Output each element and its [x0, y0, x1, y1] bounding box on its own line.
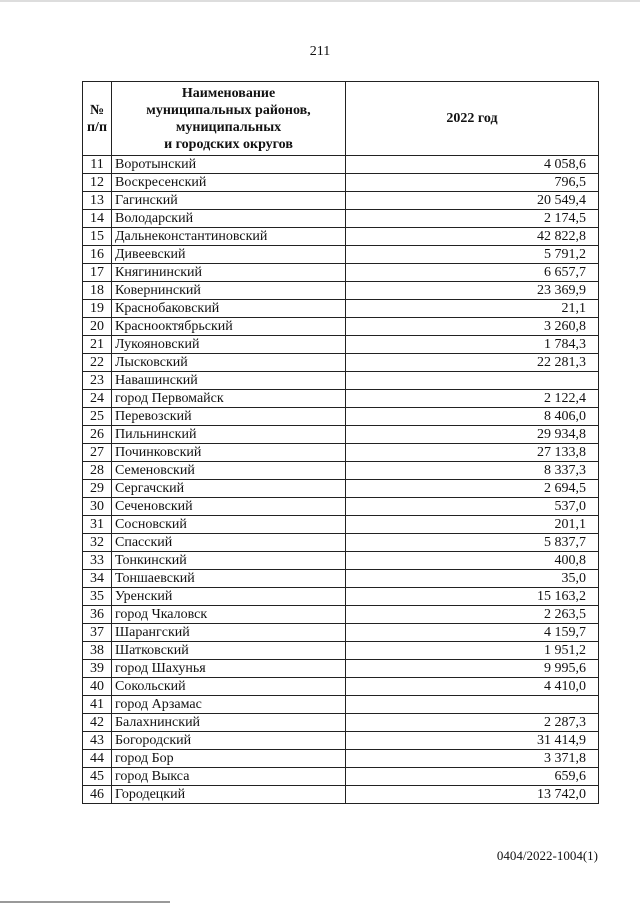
table-row: [83, 228, 599, 246]
row-name: Ковернинский: [112, 282, 346, 300]
row-name: Уренский: [112, 588, 346, 606]
header-year: 2022 год: [346, 82, 599, 156]
row-value: 2 694,5: [346, 480, 599, 498]
header-name-line1: Наименование: [181, 85, 276, 101]
row-number: 36: [83, 606, 112, 624]
header-number-line2: п/п: [86, 119, 108, 135]
row-value: 9 995,6: [346, 660, 599, 678]
table-row: [83, 750, 599, 768]
row-value: 796,5: [346, 174, 599, 192]
row-value: 5 837,7: [346, 534, 599, 552]
table-row: [83, 498, 599, 516]
table-row: [83, 354, 599, 372]
row-value: 42 822,8: [346, 228, 599, 246]
row-value: 6 657,7: [346, 264, 599, 282]
table-row: [83, 480, 599, 498]
table-row: [83, 408, 599, 426]
row-number: 35: [83, 588, 112, 606]
table-row: [83, 552, 599, 570]
table-row: [83, 372, 599, 390]
table-row: [83, 660, 599, 678]
table-row: [83, 768, 599, 786]
row-value: 4 159,7: [346, 624, 599, 642]
row-name: Гагинский: [112, 192, 346, 210]
table-row: [83, 714, 599, 732]
row-number: 12: [83, 174, 112, 192]
row-value: 8 337,3: [346, 462, 599, 480]
row-name: Сергачский: [112, 480, 346, 498]
row-value: 400,8: [346, 552, 599, 570]
row-name: Починковский: [112, 444, 346, 462]
header-name-line3: муниципальных: [175, 119, 282, 135]
row-value: 1 784,3: [346, 336, 599, 354]
scan-edge: [0, 0, 640, 2]
table-row: [83, 390, 599, 408]
row-value: [346, 372, 599, 390]
row-value: [346, 696, 599, 714]
row-number: 15: [83, 228, 112, 246]
document-code: 0404/2022-1004(1): [496, 848, 598, 863]
row-value: 659,6: [346, 768, 599, 786]
row-name: Лукояновский: [112, 336, 346, 354]
row-name: Городецкий: [112, 786, 346, 804]
header-number: [83, 82, 112, 156]
row-value: 537,0: [346, 498, 599, 516]
row-value: 3 260,8: [346, 318, 599, 336]
table-row: [83, 732, 599, 750]
row-name: Володарский: [112, 210, 346, 228]
table-row: [83, 156, 599, 174]
row-name: город Чкаловск: [112, 606, 346, 624]
row-name: Семеновский: [112, 462, 346, 480]
row-name: Сосновский: [112, 516, 346, 534]
row-name: Пильнинский: [112, 426, 346, 444]
row-number: 25: [83, 408, 112, 426]
row-name: город Выкса: [112, 768, 346, 786]
row-number: 17: [83, 264, 112, 282]
table-row: [83, 444, 599, 462]
row-name: Дальнеконстантиновский: [112, 228, 346, 246]
table-row: [83, 264, 599, 282]
table-row: [83, 678, 599, 696]
row-value: 15 163,2: [346, 588, 599, 606]
row-number: 32: [83, 534, 112, 552]
page-number: 211: [309, 44, 331, 59]
row-name: Воротынский: [112, 156, 346, 174]
table-row: [83, 624, 599, 642]
row-number: 29: [83, 480, 112, 498]
header-name-line2: муниципальных районов,: [146, 102, 311, 118]
table-row: [83, 642, 599, 660]
row-name: Балахнинский: [112, 714, 346, 732]
row-number: 34: [83, 570, 112, 588]
row-name: Краснооктябрьский: [112, 318, 346, 336]
row-number: 11: [83, 156, 112, 174]
header-name-line4: и городских округов: [164, 136, 293, 152]
row-value: 2 174,5: [346, 210, 599, 228]
table-row: [83, 588, 599, 606]
row-name: Княгининский: [112, 264, 346, 282]
municipal-table: [82, 81, 599, 804]
row-value: 2 263,5: [346, 606, 599, 624]
row-value: 23 369,9: [346, 282, 599, 300]
table-row: [83, 192, 599, 210]
row-number: 28: [83, 462, 112, 480]
table-row: [83, 786, 599, 804]
row-number: 46: [83, 786, 112, 804]
row-name: Тонкинский: [112, 552, 346, 570]
table-row: [83, 282, 599, 300]
row-number: 45: [83, 768, 112, 786]
row-name: город Бор: [112, 750, 346, 768]
table-row: [83, 516, 599, 534]
row-name: город Арзамас: [112, 696, 346, 714]
table-row: [83, 246, 599, 264]
row-name: Тоншаевский: [112, 570, 346, 588]
row-value: 8 406,0: [346, 408, 599, 426]
table-header-row: [83, 82, 599, 156]
table-row: [83, 318, 599, 336]
row-number: 44: [83, 750, 112, 768]
row-value: 201,1: [346, 516, 599, 534]
row-value: 22 281,3: [346, 354, 599, 372]
table-row: [83, 696, 599, 714]
row-name: Воскресенский: [112, 174, 346, 192]
header-number-line1: №: [89, 102, 105, 118]
row-name: Дивеевский: [112, 246, 346, 264]
row-name: Перевозский: [112, 408, 346, 426]
table-row: [83, 336, 599, 354]
row-number: 24: [83, 390, 112, 408]
row-name: Богородский: [112, 732, 346, 750]
row-value: 5 791,2: [346, 246, 599, 264]
row-value: 21,1: [346, 300, 599, 318]
row-number: 33: [83, 552, 112, 570]
row-value: 35,0: [346, 570, 599, 588]
row-number: 14: [83, 210, 112, 228]
row-name: Сокольский: [112, 678, 346, 696]
row-number: 16: [83, 246, 112, 264]
row-number: 18: [83, 282, 112, 300]
scan-artifact: [0, 901, 170, 903]
row-number: 41: [83, 696, 112, 714]
row-name: Сеченовский: [112, 498, 346, 516]
row-value: 2 287,3: [346, 714, 599, 732]
row-number: 22: [83, 354, 112, 372]
table-row: [83, 300, 599, 318]
row-value: 31 414,9: [346, 732, 599, 750]
table-row: [83, 210, 599, 228]
row-number: 43: [83, 732, 112, 750]
row-name: Спасский: [112, 534, 346, 552]
row-number: 23: [83, 372, 112, 390]
row-number: 42: [83, 714, 112, 732]
row-number: 39: [83, 660, 112, 678]
row-value: 4 058,6: [346, 156, 599, 174]
row-number: 40: [83, 678, 112, 696]
row-number: 27: [83, 444, 112, 462]
row-value: 2 122,4: [346, 390, 599, 408]
row-name: Шатковский: [112, 642, 346, 660]
row-name: город Шахунья: [112, 660, 346, 678]
row-value: 3 371,8: [346, 750, 599, 768]
table-row: [83, 426, 599, 444]
row-number: 20: [83, 318, 112, 336]
row-name: Навашинский: [112, 372, 346, 390]
row-number: 37: [83, 624, 112, 642]
header-name: [112, 82, 346, 156]
row-name: Лысковский: [112, 354, 346, 372]
row-number: 30: [83, 498, 112, 516]
row-value: 1 951,2: [346, 642, 599, 660]
row-value: 13 742,0: [346, 786, 599, 804]
row-value: 20 549,4: [346, 192, 599, 210]
row-number: 21: [83, 336, 112, 354]
table-row: [83, 462, 599, 480]
row-number: 26: [83, 426, 112, 444]
row-name: Краснобаковский: [112, 300, 346, 318]
row-number: 38: [83, 642, 112, 660]
row-name: Шарангский: [112, 624, 346, 642]
row-number: 13: [83, 192, 112, 210]
row-number: 31: [83, 516, 112, 534]
row-value: 4 410,0: [346, 678, 599, 696]
table-row: [83, 570, 599, 588]
row-value: 29 934,8: [346, 426, 599, 444]
table-row: [83, 606, 599, 624]
table-row: [83, 534, 599, 552]
table-row: [83, 174, 599, 192]
row-number: 19: [83, 300, 112, 318]
row-name: город Первомайск: [112, 390, 346, 408]
row-value: 27 133,8: [346, 444, 599, 462]
